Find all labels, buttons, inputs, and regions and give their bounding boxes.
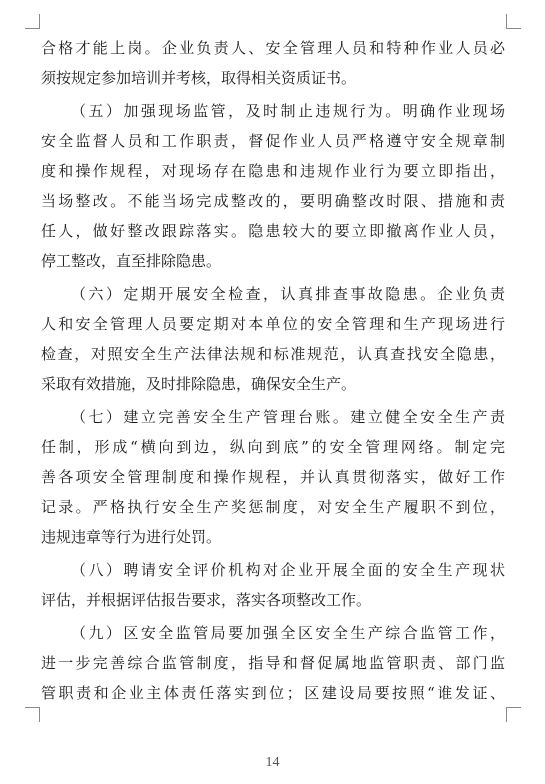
paragraph-item-5: [41, 96, 505, 276]
text-line: 检查，对照安全生产法律法规和标准规范，认真查找安全隐患，: [41, 345, 505, 363]
paragraph-item-6: [41, 279, 505, 399]
text-line: 管职责和企业主体责任落实到位；区建设局要按照“谁发证、: [41, 684, 505, 702]
crop-mark-top-right: [506, 14, 521, 29]
text-line: （七）建立完善安全生产管理台账。建立健全安全生产责: [71, 408, 505, 426]
text-line: 任人，做好整改跟踪落实。隐患较大的要立即撤离作业人员，: [41, 222, 505, 240]
text-line: 记录。严格执行安全生产奖惩制度，对安全生产履职不到位，: [41, 498, 505, 516]
paragraph-continuation: [41, 33, 505, 93]
text-line: 须按规定参加培训并考核，取得相关资质证书。: [41, 69, 357, 87]
text-line: （五）加强现场监管，及时制止违规行为。明确作业现场: [71, 102, 505, 120]
text-line: 善各项安全管理制度和操作规程，并认真贯彻落实，做好工作: [41, 468, 505, 486]
text-line: 人和安全管理人员要定期对本单位的安全管理和生产现场进行: [41, 315, 505, 333]
text-line: 度和操作规程，对现场存在隐患和违规作业行为要立即指出，: [41, 162, 505, 180]
body-text: [41, 33, 505, 708]
paragraph-item-7: [41, 402, 505, 552]
text-line: 当场整改。不能当场完成整改的，要明确整改时限、措施和责: [41, 192, 505, 210]
text-line: 采取有效措施，及时排除隐患，确保安全生产。: [41, 375, 357, 393]
text-line: 进一步完善综合监管制度，指导和督促属地监管职责、部门监: [41, 654, 505, 672]
paragraph-item-8: [41, 555, 505, 615]
crop-mark-bottom-left: [25, 707, 40, 722]
text-line: 任制，形成“横向到边，纵向到底”的安全管理网络。制定完: [41, 438, 505, 456]
paragraph-item-9: [41, 618, 505, 708]
text-line: 评估，并根据评估报告要求，落实各项整改工作。: [41, 591, 372, 609]
text-line: （九）区安全监管局要加强全区安全生产综合监管工作，: [71, 624, 505, 642]
crop-mark-top-left: [25, 14, 40, 29]
text-line: 违规违章等行为进行处罚。: [41, 528, 222, 546]
text-line: 合格才能上岗。企业负责人、安全管理人员和特种作业人员必: [41, 39, 505, 57]
crop-mark-bottom-right: [506, 707, 521, 722]
text-line: 停工整改，直至排除隐患。: [41, 252, 222, 270]
text-line: （六）定期开展安全检查，认真排查事故隐患。企业负责: [71, 285, 505, 303]
text-line: 安全监督人员和工作职责，督促作业人员严格遵守安全规章制: [41, 132, 505, 150]
text-line: （八）聘请安全评价机构对企业开展全面的安全生产现状: [71, 561, 505, 579]
page-number: 14: [265, 755, 280, 770]
